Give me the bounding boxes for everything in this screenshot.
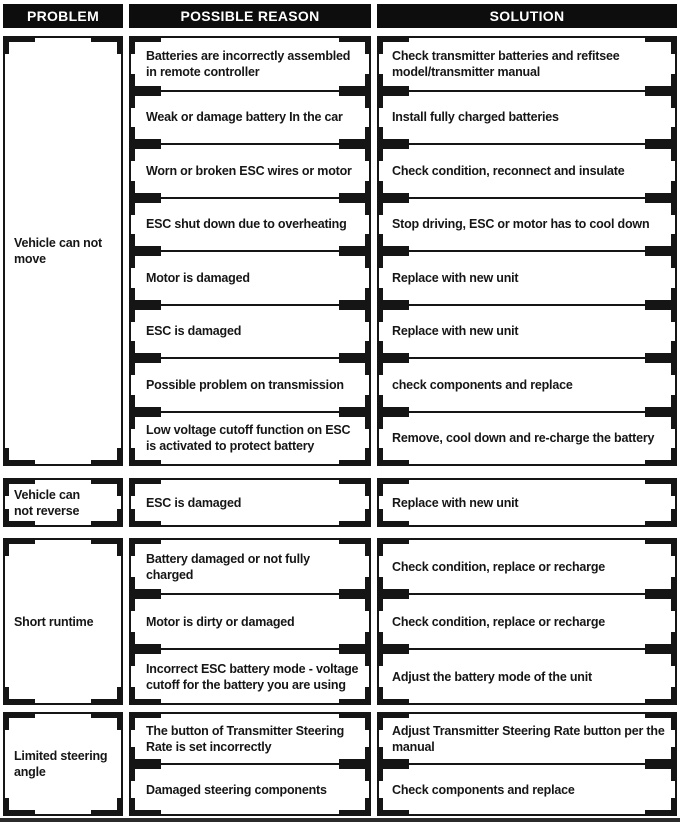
solution-text: Install fully charged batteries <box>392 110 559 125</box>
reason-text: ESC is damaged <box>146 324 242 339</box>
solution-text: Stop driving, ESC or motor has to cool down <box>392 217 650 232</box>
reason-text: Battery damaged or not fully charged <box>146 551 310 582</box>
table-row <box>129 357 677 413</box>
reason-cell <box>129 36 371 92</box>
solution-cell <box>377 197 677 253</box>
problem-label: Limited steering angle <box>14 749 108 779</box>
table-header-row <box>3 4 677 28</box>
table-row <box>129 648 677 705</box>
solution-text: check components and replace <box>392 377 573 392</box>
group-rows <box>129 36 677 466</box>
solution-cell <box>377 763 677 816</box>
solution-text: Replace with new unit <box>392 270 519 285</box>
header-possible-reason: POSSIBLE REASON <box>129 4 371 28</box>
solution-text: Remove, cool down and re-charge the battery <box>392 431 655 446</box>
table-row <box>129 593 677 650</box>
reason-cell <box>129 538 371 595</box>
reason-text: Possible problem on transmission <box>146 377 344 392</box>
table-row <box>129 763 677 816</box>
problem-cell <box>3 36 123 466</box>
reason-cell <box>129 763 371 816</box>
table-row <box>129 250 677 306</box>
problem-label: Vehicle can not move <box>14 236 103 266</box>
solution-text: Check transmitter batteries and refitsee model/transmitter manual <box>392 48 620 79</box>
group-short-runtime <box>3 538 677 705</box>
reason-cell <box>129 90 371 146</box>
problem-label: Vehicle can not reverse <box>14 487 80 518</box>
reason-cell <box>129 304 371 360</box>
reason-text: Incorrect ESC battery mode - voltage cutoff for the battery you are using <box>146 661 359 692</box>
solution-cell <box>377 648 677 705</box>
solution-cell <box>377 478 677 527</box>
reason-text: Motor is damaged <box>146 270 250 285</box>
reason-cell <box>129 411 371 467</box>
reason-cell <box>129 357 371 413</box>
header-problem: PROBLEM <box>3 4 123 28</box>
table-row <box>129 712 677 765</box>
solution-cell <box>377 304 677 360</box>
reason-cell <box>129 478 371 527</box>
solution-cell <box>377 357 677 413</box>
solution-text: Check condition, replace or recharge <box>392 614 606 629</box>
solution-cell <box>377 143 677 199</box>
reason-text: ESC is damaged <box>146 495 242 510</box>
header-solution: SOLUTION <box>377 4 677 28</box>
solution-cell <box>377 712 677 765</box>
table-row <box>129 538 677 595</box>
table-row <box>129 197 677 253</box>
reason-cell <box>129 593 371 650</box>
group-rows <box>129 478 677 527</box>
solution-cell <box>377 36 677 92</box>
table-row <box>129 478 677 527</box>
problem-cell <box>3 712 123 816</box>
reason-cell <box>129 250 371 306</box>
solution-text: Check condition, replace or recharge <box>392 559 606 574</box>
reason-cell <box>129 143 371 199</box>
reason-cell <box>129 712 371 765</box>
problem-cell <box>3 478 123 527</box>
solution-text: Replace with new unit <box>392 324 519 339</box>
solution-text: Check condition, reconnect and insulate <box>392 163 625 178</box>
group-vehicle-can-not-reverse <box>3 478 677 527</box>
reason-cell <box>129 648 371 705</box>
solution-cell <box>377 411 677 467</box>
problem-cell <box>3 538 123 705</box>
solution-cell <box>377 90 677 146</box>
reason-text: Low voltage cutoff function on ESC is activated to protect battery <box>146 423 351 454</box>
solution-text: Check components and replace <box>392 782 575 797</box>
reason-cell <box>129 197 371 253</box>
solution-text: Replace with new unit <box>392 495 519 510</box>
solution-text: Adjust Transmitter Steering Rate button per the manual <box>392 723 665 754</box>
reason-text: ESC shut down due to overheating <box>146 217 347 232</box>
page-bottom-edge <box>0 818 680 822</box>
solution-cell <box>377 250 677 306</box>
reason-text: Worn or broken ESC wires or motor <box>146 163 352 178</box>
group-limited-steering-angle <box>3 712 677 816</box>
reason-text: Motor is dirty or damaged <box>146 614 295 629</box>
table-row <box>129 90 677 146</box>
group-vehicle-can-not-move <box>3 36 677 466</box>
reason-text: The button of Transmitter Steering Rate is set incorrectly <box>146 723 345 754</box>
reason-text: Damaged steering components <box>146 782 327 797</box>
table-row <box>129 411 677 467</box>
table-row <box>129 36 677 92</box>
solution-cell <box>377 593 677 650</box>
table-row <box>129 143 677 199</box>
group-rows <box>129 712 677 816</box>
solution-text: Adjust the battery mode of the unit <box>392 669 592 684</box>
troubleshooting-table <box>3 4 677 816</box>
solution-cell <box>377 538 677 595</box>
reason-text: Weak or damage battery In the car <box>146 110 343 125</box>
reason-text: Batteries are incorrectly assembled in remote controller <box>146 48 351 79</box>
problem-label: Short runtime <box>14 614 94 629</box>
table-row <box>129 304 677 360</box>
group-rows <box>129 538 677 705</box>
